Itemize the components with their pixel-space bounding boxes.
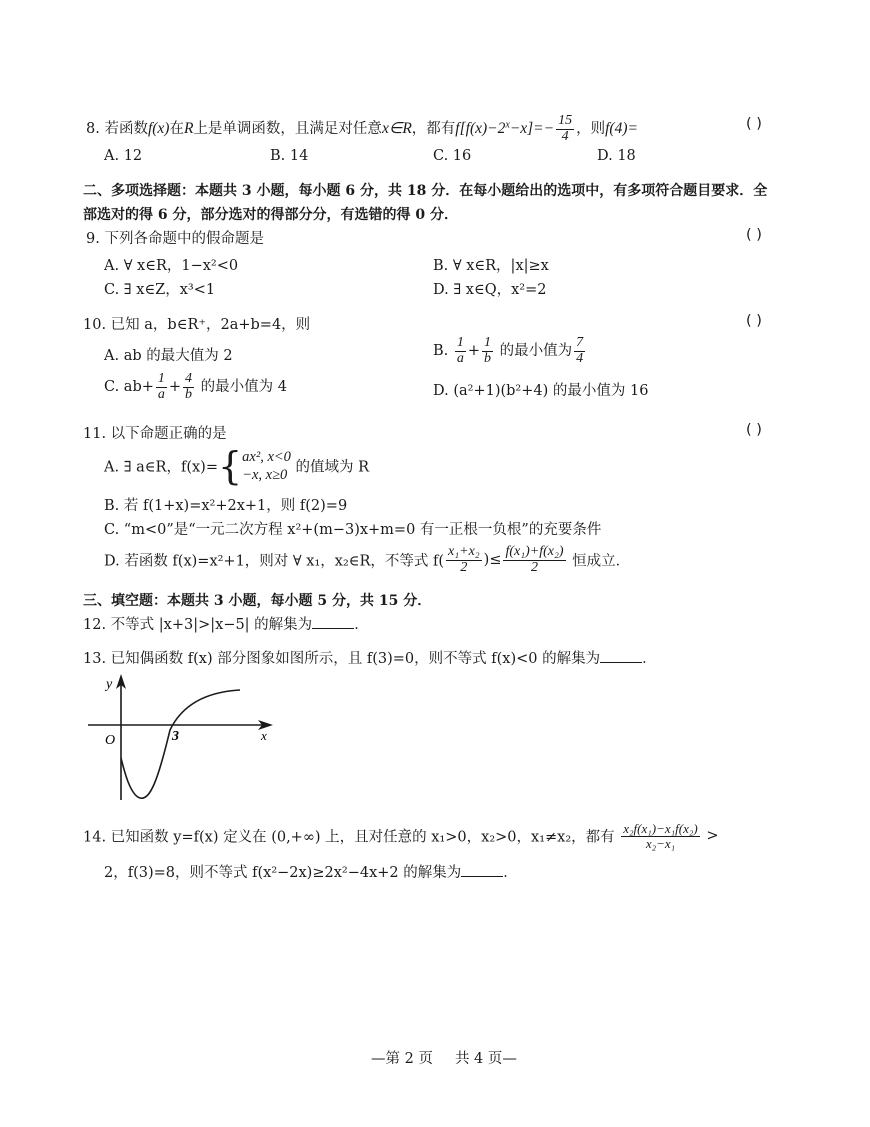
q8-option-d: D. 18 [597,148,636,164]
q11-answer-paren: ( ) [746,422,762,438]
q9-option-b: B. ∀ x∈R，|x|≥x [433,258,549,274]
q11-option-b: B. 若 f(1+x)=x²+2x+1，则 f(2)=9 [104,498,348,514]
q9-stem: 9. 下列各命题中的假命题是 [86,231,264,247]
function-curve [121,690,240,798]
q11-stem: 11. 以下命题正确的是 [83,426,227,442]
q14-line2: 2，f(3)=8，则不等式 f(x²−2x)≥2x²−4x+2 的解集为 ． [104,861,518,882]
q9-option-a: A. ∀ x∈R，1−x²<0 [104,258,239,274]
q8-option-b: B. 14 [270,148,309,164]
q11-option-c: C. “m<0”是“一元二次方程 x²+(m−3)x+m=0 有一正根一负根”的充要条件 [104,522,602,538]
origin-label: O [105,733,116,748]
section2-heading-line1: 二、多项选择题：本题共 3 小题，每小题 6 分，共 18 分．在每小题给出的选项中，有多项符合题目要求．全 [83,183,768,199]
q13-stem: 13. 已知偶函数 f(x) 部分图象如图所示，且 f(3)=0，则不等式 f(x)<0 的解集为 ． [83,647,657,668]
q12-stem: 12. 不等式 |x+3|>|x−5| 的解集为 ． [83,613,369,634]
q10-option-c: C. ab+ $\frac{1}{a}$ + $\frac{4}{b}$ 的最小值为 4 [104,371,287,402]
q10-option-a: A. ab 的最大值为 2 [104,348,233,364]
y-axis-label: y [106,677,113,692]
q13-function-graph [80,670,280,810]
q8-stem: 8. 若函数f(x)在R上是单调函数，且满足对任意x∈R，都有$f[f(x)-2^x-x]=-$ $\frac{15}{4}$ ，则f(4)= [86,113,638,144]
q14-answer-blank [461,862,503,877]
root-label: 3 [172,729,179,744]
footer-page-number: —第 2 页 共 4 页— [371,1051,517,1067]
q10-option-b: B. $\frac{1}{a}$ + $\frac{1}{b}$ 的最小值为 $\frac{7}{4}$ [433,335,584,366]
q14-line1: 14. 已知函数 y=f(x) 定义在 (0,+∞) 上，且对任意的 x₁>0，x₂>0，x₁≠x₂，都有 $\frac{\text{x₂f(x₁)−x₁f(x₂)}}{\text{x₂−x₁}}$ > [83,821,719,851]
q13-answer-blank [600,648,642,663]
left-brace: { [217,444,243,488]
q11-option-d: D. 若函数 f(x)=x²+1，则对 ∀ x₁，x₂∈R，不等式 f( $\frac{\text{x₁+x₂}}{2}$ )≤ $\frac{\text{f(x₁)+f(x₂)}}{2}$ 恒成立． [104,544,631,575]
x-axis-label: x [261,728,267,743]
q10-answer-paren: ( ) [746,313,762,329]
q10-option-d: D. (a²+1)(b²+4) 的最小值为 16 [433,383,649,399]
q8-option-a: A. 12 [104,148,143,164]
q8-option-c: C. 16 [433,148,472,164]
q10-stem: 10. 已知 a，b∈R⁺，2a+b=4，则 [83,317,311,333]
q9-option-c: C. ∃ x∈Z，x³<1 [104,282,216,298]
q8-answer-paren: ( ) [746,116,762,132]
q11-option-a: A. ∃ a∈R，f(x)={ ax², x<0 −x, x≥0 的值域为 R [104,444,370,488]
q9-answer-paren: ( ) [746,227,762,243]
q9-option-d: D. ∃ x∈Q，x²=2 [433,282,547,298]
section2-heading-line2: 部选对的得 6 分，部分选对的得部分分，有选错的得 0 分． [83,207,458,223]
q12-answer-blank [312,614,354,629]
q8-fraction: $\frac{15}{4}$ [558,113,573,144]
section3-heading: 三、填空题：本题共 3 小题，每小题 5 分，共 15 分． [83,593,432,609]
